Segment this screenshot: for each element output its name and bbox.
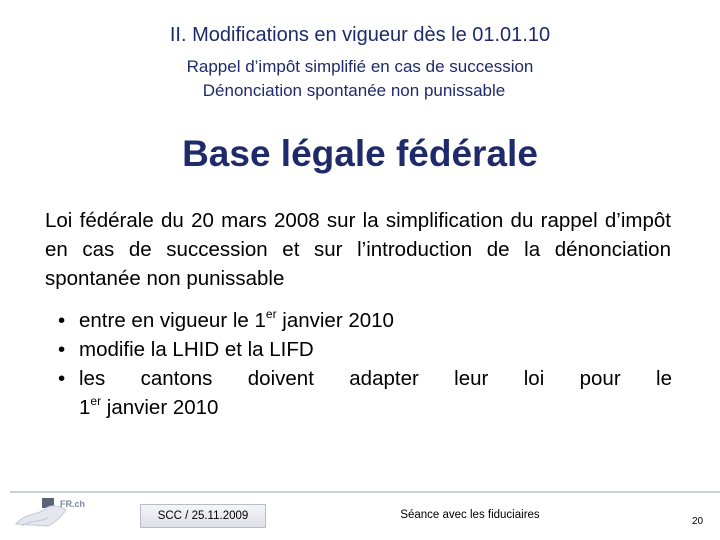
bullet-item-1: • entre en vigueur le 1er janvier 2010 — [58, 306, 672, 335]
footer-event: Séance avec les fiduciaires — [400, 509, 540, 521]
intro-paragraph: Loi fédérale du 20 mars 2008 sur la simplification du rappel d’impôt en cas de succession et sur l’introduction de la dénonciation spontanée non punissable — [45, 209, 671, 290]
page-number: 20 — [692, 516, 704, 527]
slide-header-title: II. Modifications en vigueur dès le 01.01.10 — [169, 24, 551, 46]
bullet-dot-icon: • — [58, 338, 66, 361]
bullet-item-3 — [58, 364, 672, 422]
logo-text: FR.ch — [60, 499, 86, 509]
bullet-dot-icon: • — [58, 309, 66, 332]
bullet-3-line-2: 1er janvier 2010 — [79, 394, 219, 419]
slide-title: Base légale fédérale — [182, 133, 538, 174]
footer-divider — [145, 491, 720, 493]
bullet-dot-icon: • — [58, 367, 66, 390]
slide-header-subtitle-1: Rappel d’impôt simplifié en cas de succession — [186, 57, 534, 76]
bullet-list — [58, 306, 672, 422]
bullet-item-2: • modifie la LHID et la LIFD — [58, 335, 672, 364]
footer-date-box: SCC / 25.11.2009 — [140, 504, 266, 528]
slide-header-subtitle-2: Dénonciation spontanée non punissable — [202, 81, 506, 100]
bullet-3-line-1: les cantons doivent adapter leur loi pour le — [79, 367, 672, 390]
